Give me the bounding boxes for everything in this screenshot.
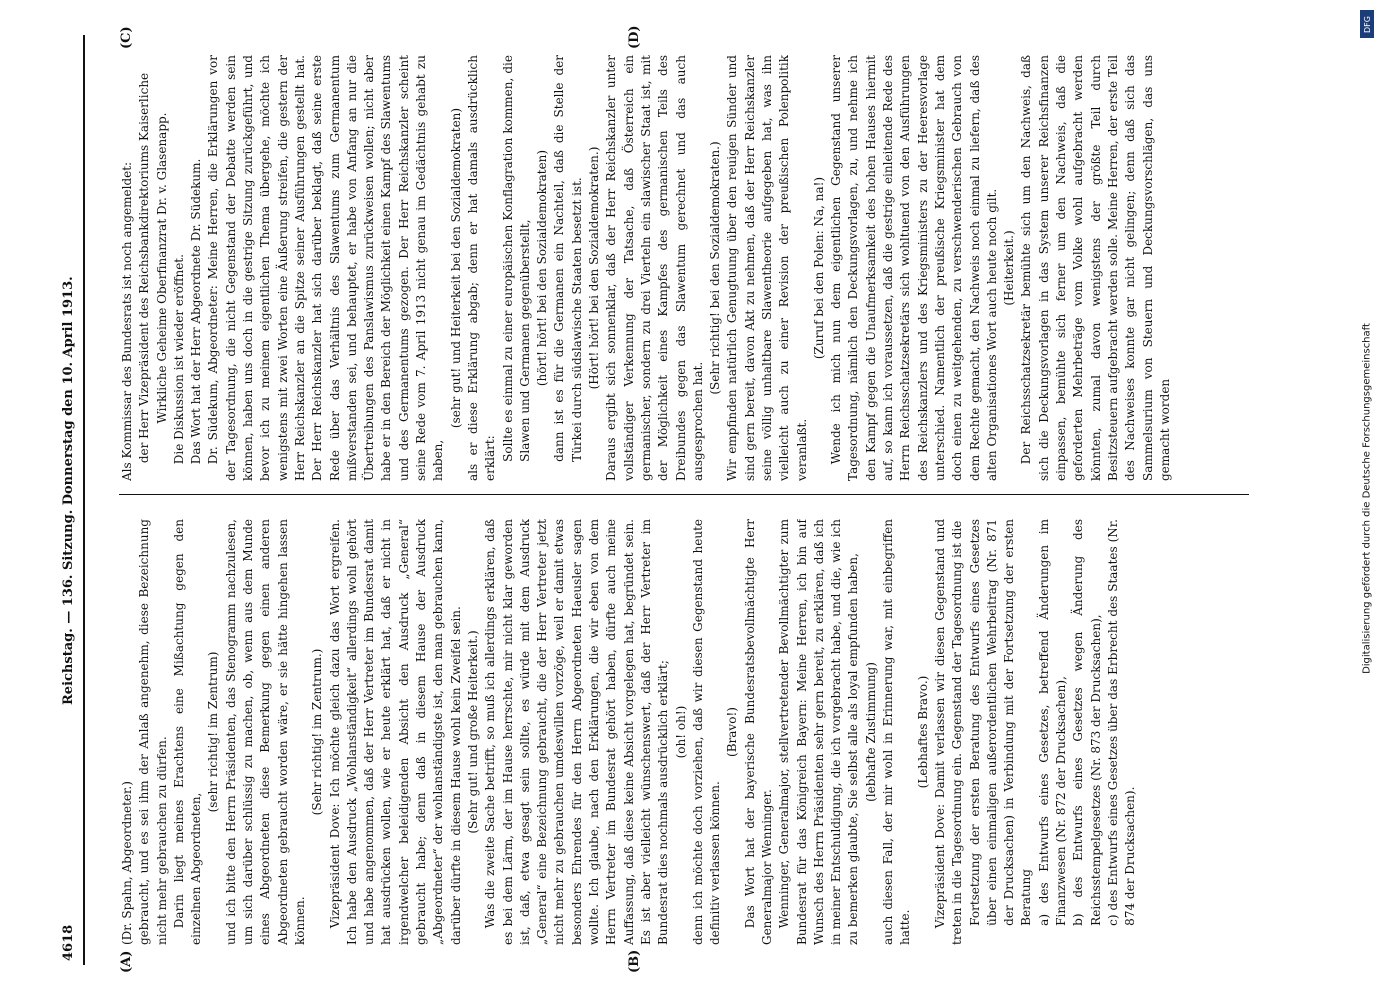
right-text-column	[119, 55, 1259, 481]
left-text-column	[119, 519, 1259, 945]
agenda-item: a) des Entwurfs eines Gesetzes, betreffend Änderungen im Finanzwesen (Nr. 872 der Drucksachen),	[1036, 519, 1068, 926]
margin-letter-c: (C)	[118, 26, 134, 49]
page-header	[57, 35, 115, 965]
agenda-item: Fortsetzung der ersten Beratung des Entwurfs eines Gesetzes über einen einmaligen außerordentlichen Wehrbeitrag (Nr. 871 der Drucksachen) in Verbindung mit der Fortsetzung der ersten Beratung	[967, 519, 1033, 926]
interjection: (Zuruf bei den Polen: Na, na!)	[811, 176, 826, 360]
interjection: (Sehr richtig! bei den Sozialdemokraten.)	[707, 141, 722, 395]
dfg-logo: DFG	[1360, 10, 1374, 38]
paragraph: Was die zweite Sache betrifft, so muß ich allerdings erklären, daß es bei dem Lärm, der im Hause herrschte, mir nicht klar geworden ist, daß, etwa gesagt sein sollte, es würde mit dem Ausdruck „General“ eine Bezeichnung gebraucht, die der Herr Vertreter jetzt nicht mehr zu gebrauchen umdeswillen vorzöge, weil er damit etwas besonders Ehrendes für den Herrn Abgeordneten Haeusler sagen wollte. Ich glaube, nach den Erklärungen, die wir eben von dem Herrn Vertreter im Bundesrat gehört haben, dürfte auch meine Auffassung, daß diese keine Absicht vorgelegen hat, begründet sein. Es ist aber vielleicht wünschenswert, daß der Herr Vertreter im Bundesrat dies nochmals ausdrücklich erklärt;	[482, 519, 670, 945]
paragraph: Dr. Südekum, Abgeordneter: Meine Herren, die Erklärungen vor der Tagesordnung, die nicht Gegenstand der Debatte werden sein können, haben uns doch in die gestrige Sitzung zurückgeführt, und bevor ich zu meinem eigentlichen Thema übergehe, möchte ich wenigstens mit zwei Worten eine Äußerung streifen, die gestern der Herr Reichskanzler an die Spitze seiner Ausführungen gestellt hat. Der Herr Reichskanzler hat sich darüber beklagt, daß seine erste Rede über das Verhältnis des Slawentums zum Germanentum mißverstanden sei, und behauptet, er habe von Anfang an nur die Übertreibungen des Panslawismus zurückweisen wollen; nicht aber habe er in den Bereich der Möglichkeit einen Kampf des Slawentums und des Germanentums gezogen. Der Herr Reichskanzler scheint seine Rede vom 7. April 1913 nicht genau im Gedächtnis gehabt zu haben,	[205, 55, 445, 481]
margin-letter-b: (B)	[626, 949, 642, 973]
interjection: (Lebhaftes Bravo.)	[915, 675, 930, 789]
rotated-page	[57, 25, 1327, 973]
paragraph: auch diesen Fall, der mir wohl in Erinnerung war, mit einbegriffen hatte.	[880, 519, 912, 945]
paragraph: Daraus ergibt sich sonnenklar, daß der Herr Reichskanzler unter vollständiger Verkennung der Tatsache, daß Österreich ein germanischer, sondern zu drei Vierteln ein slawischer Staat ist, mit der Möglichkeit eines Kampfes des germanischen Teils des Dreibundes gegen das Slawentum gerechnet und das auch ausgesprochen hat.	[603, 55, 705, 481]
interjection: (Hört! hört! bei den Sozialdemokraten.)	[586, 146, 601, 390]
agenda-item: Sollte es einmal zu einer europäischen Konflagration kommen, die Slawen und Germanen gegenüberstellt,	[500, 55, 532, 462]
paragraph: (Dr. Spahn, Abgeordneter.)	[119, 781, 134, 945]
header-rule	[83, 35, 85, 965]
agenda-item: dann ist es für die Germanen ein Nachteil, daß die Stelle der Türkei durch südslawische Staaten besetzt ist.	[551, 55, 584, 462]
interjection: (Sehr richtig! im Zentrum.)	[309, 648, 324, 816]
agenda-item: b) des Entwurfs eines Gesetzes wegen Änderung des Reichsstempelgesetzes (Nr. 873 der Drucksachen),	[1070, 519, 1103, 926]
dfg-credit-strip	[1352, 10, 1382, 990]
paragraph: Darin liegt meines Erachtens eine Mißachtung gegen den einzelnen Abgeordneten,	[171, 519, 203, 945]
paragraph: und ich bitte den Herrn Präsidenten, das Stenogramm nachzulesen, um sich darüber schlüssig zu machen, ob, wenn aus dem Munde eines Abgeordneten diese Bemerkung gegen einen anderen Abgeordneten gebraucht worden wäre, er sie hätte hingehen lassen können.	[223, 519, 307, 945]
paragraph: Das Wort hat der Herr Abgeordnete Dr. Südekum.	[188, 158, 203, 465]
interjection: (Heiterkeit.)	[1001, 230, 1016, 306]
page-number: 4618	[60, 924, 76, 961]
interjection: (Bravo!)	[724, 707, 739, 757]
column-divider	[119, 494, 1249, 495]
paragraph: Die Diskussion ist wieder eröffnet.	[171, 254, 186, 465]
digitization-credit: Digitalisierung gefördert durch die Deutsche Forschungsgemeinschaft	[1361, 323, 1373, 674]
margin-letter-a: (A)	[118, 950, 134, 973]
interjection: (hört! hört! bei den Sozialdemokraten)	[534, 149, 549, 387]
interjection: (sehr gut! und Heiterkeit bei den Sozialdemokraten)	[448, 107, 463, 429]
interjection: der Herr Vizepräsident des Reichsbankdirektoriums Kaiserliche Wirkliche Geheime Oberfinanzrat Dr. v. Glasenapp.	[136, 72, 169, 464]
paragraph: gebraucht, und es sei ihm der Anlaß angenehm, diese Bezeichnung nicht mehr gebrauchen zu dürfen.	[136, 519, 169, 945]
paragraph: Als Kommissar des Bundesrats ist noch angemeldet:	[119, 161, 134, 481]
paragraph: Vizepräsident Dove: Ich möchte gleich dazu das Wort ergreifen. Ich habe den Ausdruck „Wohlanständigkeit“ allerdings wohl gehört und habe angenommen, daß der Herr Vertreter im Bundesrat damit hat ausdrücken wollen, wie er heute erklärt hat, daß er nicht in irgendwelcher beleidigenden Absicht den Ausdruck „General“ gebraucht habe; denn daß in diesem Hause der Ausdruck „Abgeordneter“ der wohlanständigste ist, den man gebrauchen kann, darüber dürfte in diesem Hause wohl kein Zweifel sein.	[327, 519, 463, 945]
agenda-item: c) des Entwurfs eines Gesetzes über das Erbrecht des Staates (Nr. 874 der Drucksachen).	[1105, 519, 1137, 926]
paragraph: Wenninger, Generalmajor, stellvertretender Bevollmächtigter zum Bundesrat für das Königreich Bayern: Meine Herren, ich bin auf Wunsch des Herrn Präsidenten sehr gern bereit, zu erklären, daß ich in meiner Entschuldigung, die ich vorgebracht habe, und die, wie ich zu bemerken glaubte, Sie selbst alle als loyal empfunden haben,	[776, 519, 860, 945]
paragraph: Vizepräsident Dove: Damit verlassen wir diesen Gegenstand und treten in die Tagesordnung ein. Gegenstand der Tagesordnung ist die	[932, 519, 964, 945]
paragraph: Wende ich mich nun dem eigentlichen Gegenstand unserer Tagesordnung, nämlich den Deckungsvorlagen, zu, und nehme ich den Kampf gegen die Unaufmerksamkeit des hohen Hauses hiermit auf, so kann ich voraussetzen, daß die gestrige einleitende Rede des Herrn Reichsschatzsekretärs sich wohltuend von den Ausführungen des Reichskanzlers und des Kriegsministers zu der Heeresvorlage unterschied. Namentlich der preußische Kriegsminister hat dem doch einen zu weitgehenden, zu verschwenderischen Gebrauch von dem Rechte gemacht, den Nachweis noch einmal zu liefern, daß des alten Organisationes Wort auch heute noch gilt.	[828, 55, 999, 481]
interjection: (lebhafte Zustimmung)	[863, 662, 878, 802]
paragraph: Der Reichsschatzsekretär bemühte sich um den Nachweis, daß sich die Deckungsvorlagen in das System unserer Reichsfinanzen einpassen, bemühte sich ferner um den Nachweis, daß die geforderten Mehrbeträge vom Volke wohl aufgebracht werden könnten, zumal davon wenigstens der größte Teil durch Besitzsteuern aufgebracht werden solle. Meine Herren, der erste Teil des Nachweises konnte gar nicht gelingen; denn daß sich das Sammelsurium von Steuern und Deckungsvorschlägen, das uns gemacht worden	[1018, 55, 1172, 481]
paragraph: Das Wort hat der bayerische Bundesratsbevollmächtigte Herr Generalmajor Wenninger.	[742, 519, 774, 945]
interjection: (oh! oh!)	[673, 705, 687, 759]
paragraph: als er diese Erklärung abgab; denn er hat damals ausdrücklich erklärt:	[465, 55, 497, 481]
interjection: (Sehr gut! und große Heiterkeit.)	[465, 630, 480, 834]
interjection: (sehr richtig! im Zentrum)	[205, 651, 220, 813]
running-title: Reichstag. — 136. Sitzung. Donnerstag den 10. April 1913.	[60, 276, 76, 705]
margin-letter-d: (D)	[626, 25, 642, 49]
paragraph: Wir empfinden natürlich Genugtuung über den reuigen Sünder und sind gern bereit, davon Akt zu nehmen, daß der Herr Reichskanzler seine völlig unhaltbare Slawentheorie aufgegeben hat, was ihn vielleicht auch zu einer Revision der preußischen Polenpolitik veranlaßt.	[724, 55, 809, 481]
paragraph: denn ich möchte doch vorziehen, daß wir diesen Gegenstand heute definitiv verlassen können.	[690, 519, 722, 945]
